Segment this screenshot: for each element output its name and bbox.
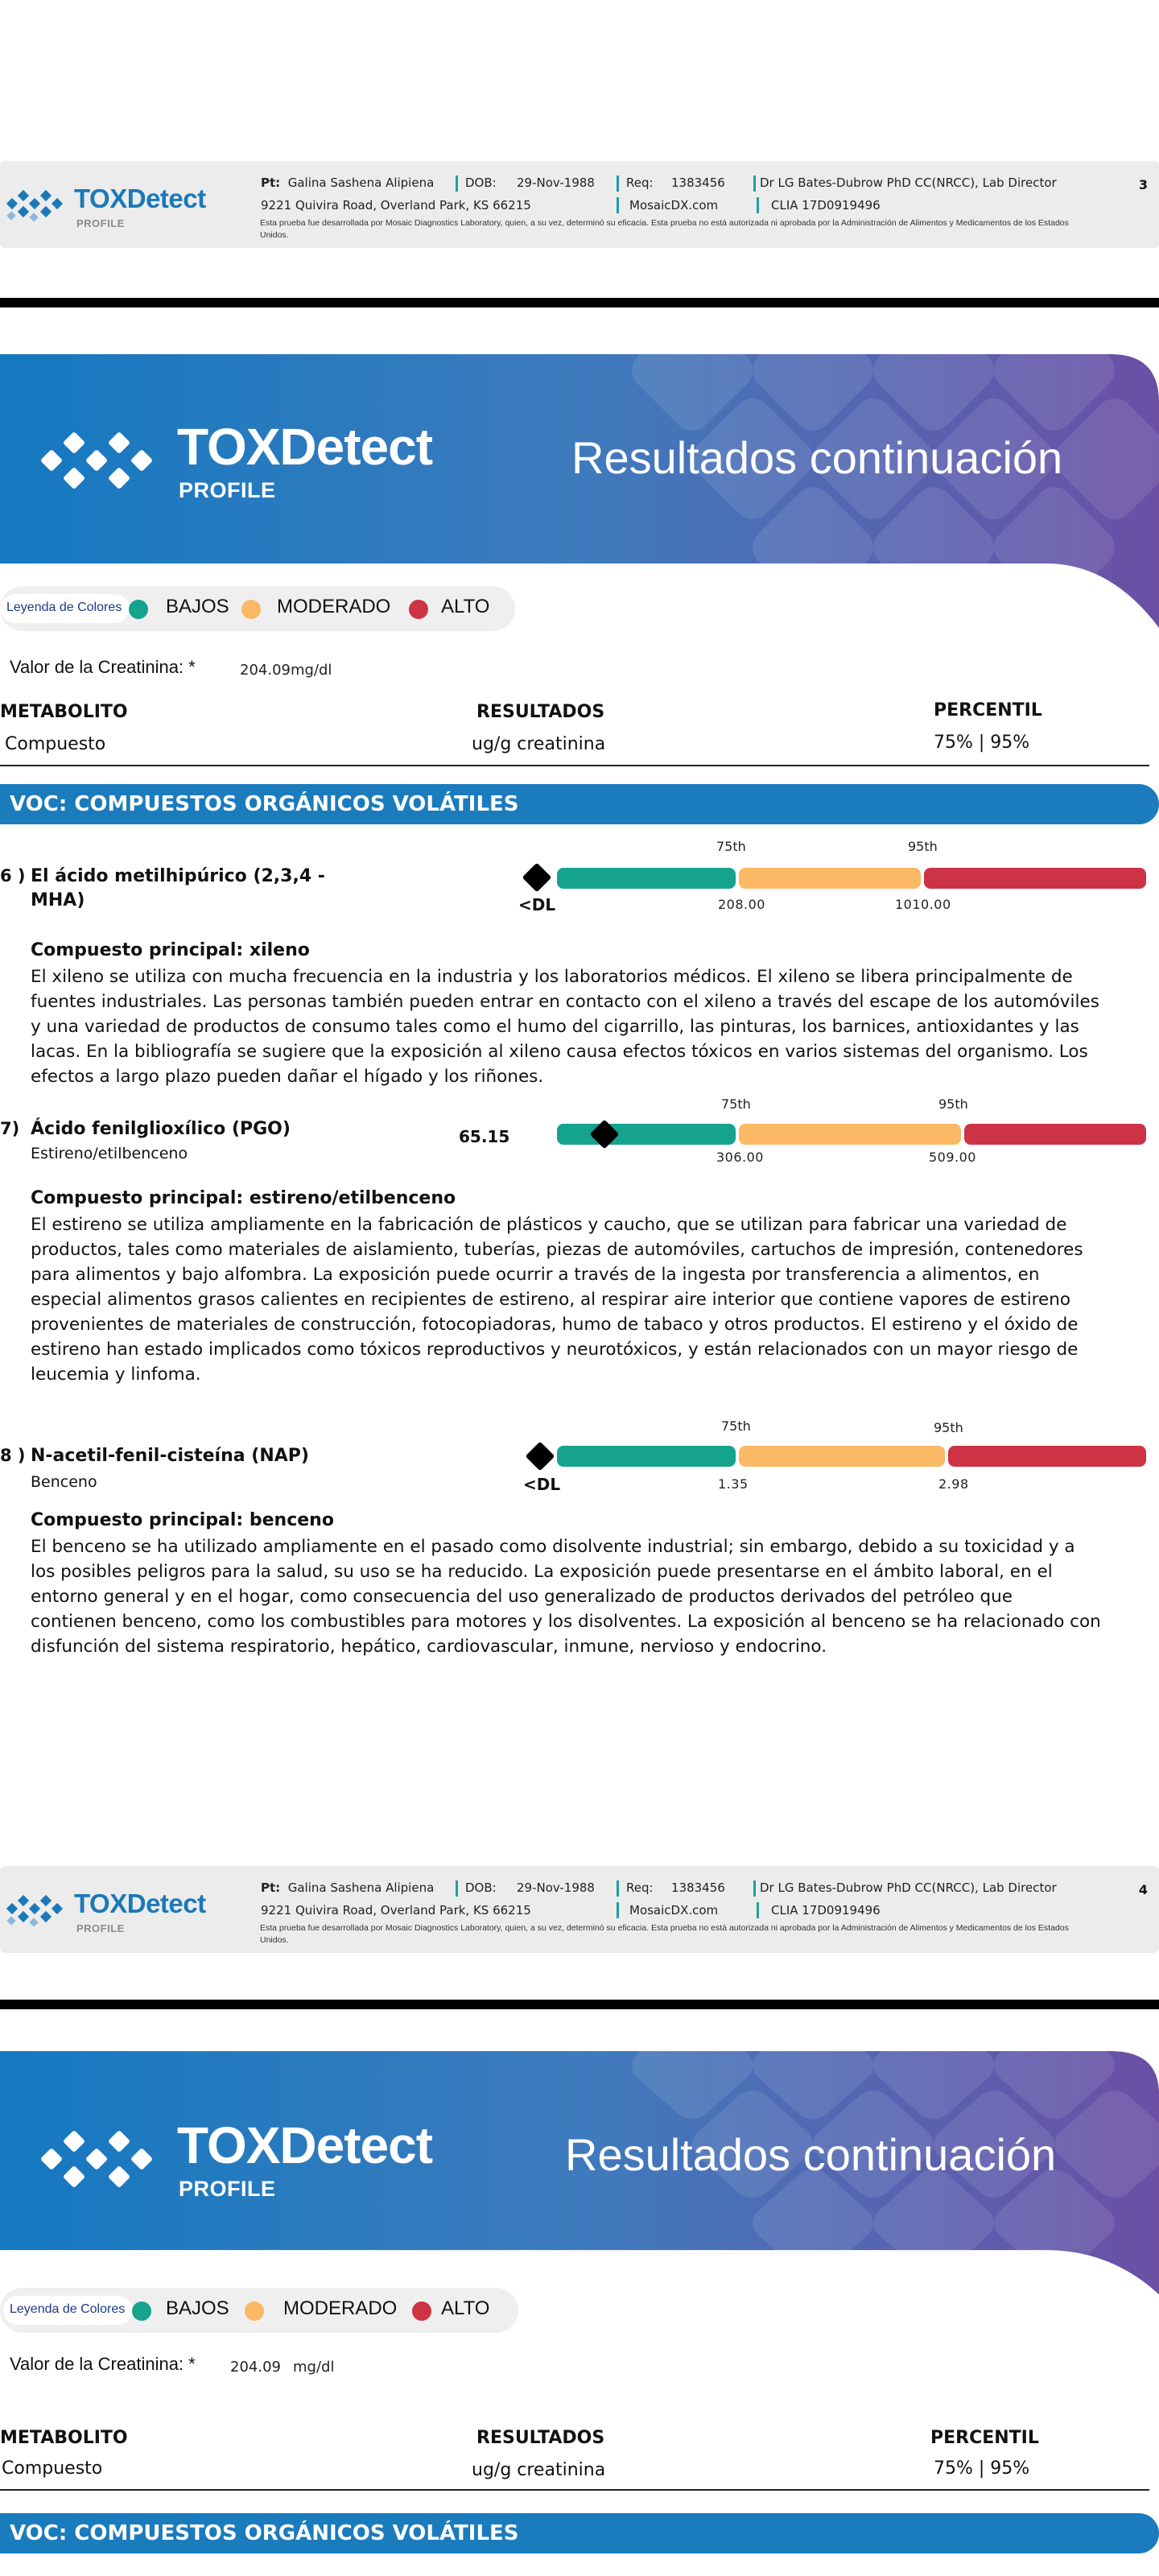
section-voc bbox=[0, 2513, 1159, 2553]
brand-name: TOXDetect bbox=[74, 1889, 206, 1918]
separator bbox=[456, 1880, 458, 1897]
p75-label: 75th bbox=[716, 839, 746, 854]
legend-high: ALTO bbox=[441, 596, 490, 617]
column-units: ug/g creatinina bbox=[472, 734, 606, 754]
column-percentile: PERCENTIL bbox=[930, 2428, 1039, 2448]
compound-description: El estireno se utiliza ampliamente en la fabricación de plásticos y caucho, que se utilizan para fabricar una variedad de productos, tales como materiales de aislamiento, tuberías, piezas de automóviles, cartuchos de impresión, contenedores para alimentos y bajo alfombra. La exposición puede ocurrir a través de la ingesta por transferencia a alimentos, en especial alimentos grasos calientes en recipientes de estireno, al respirar aire interior que contiene vapores de estireno provenientes de materiales de construcción, fotocopiadoras, humo de tabaco y otros productos. El estireno y el óxido de estireno han estado implicados como tóxicos reproductivos y neurotóxicos, y están relacionados con un mayor riesgo de leucemia y linfoma. bbox=[31, 1215, 1083, 1385]
result-value: <DL bbox=[518, 895, 556, 914]
req-label: Req: bbox=[626, 1880, 654, 1895]
column-percentile-values: 75% | 95% bbox=[934, 733, 1030, 753]
patient-label: Pt: bbox=[261, 175, 281, 190]
disclaimer-text: Esta prueba fue desarrollada por Mosaic Diagnostics Laboratory, quien, a su vez, determinó su eficacia. Esta prueba no está autorizada ni aprobada por la Administración de Alimentos y Medicamentos de los Estados Unidos. bbox=[260, 218, 1069, 240]
brand-subtitle: PROFILE bbox=[76, 217, 125, 229]
compound-description: El xileno se utiliza con mucha frecuencia en la industria y los laboratorios médicos. El xileno se libera principalmente de fuentes industriales. Las personas también pueden entrar en contacto con el xileno a través del escape de los automóviles y una variedad de productos de consumo tales como el humo del cigarrillo, las pinturas, los barnices, antioxidantes y las lacas. En la bibliografía se sugiere que la exposición al xileno causa efectos tóxicos en varios sistemas del organismo. Los efectos a largo plazo pueden dañar el hígado y los riñones. bbox=[31, 967, 1099, 1087]
dob-value: 29-Nov-1988 bbox=[517, 175, 595, 190]
page-footer bbox=[0, 161, 1159, 248]
result-marker bbox=[522, 863, 552, 893]
legend-label: Leyenda de Colores bbox=[3, 2296, 133, 2325]
legend-dot-low bbox=[132, 2301, 151, 2321]
brand-name: TOXDetect bbox=[74, 184, 206, 213]
metabolite-parent: Benceno bbox=[31, 1473, 97, 1491]
page-number: 3 bbox=[1138, 177, 1148, 192]
legend-dot-moderate bbox=[245, 2301, 264, 2321]
column-units: ug/g creatinina bbox=[472, 2460, 606, 2480]
metabolite-name: N-acetil-fenil-cisteína (NAP) bbox=[31, 1446, 309, 1466]
patient-name: Galina Sashena Alipiena bbox=[287, 1880, 435, 1895]
separator bbox=[456, 175, 458, 192]
p75-value: 1.35 bbox=[718, 1476, 749, 1492]
separator bbox=[753, 175, 756, 192]
legend-dot-moderate bbox=[241, 600, 261, 619]
separator bbox=[617, 197, 619, 213]
column-results: RESULTADOS bbox=[476, 2428, 605, 2448]
column-percentile-values: 75% | 95% bbox=[934, 2458, 1030, 2479]
metabolite-number: 6 ) bbox=[0, 866, 26, 886]
compound-heading: Compuesto principal: benceno bbox=[31, 1510, 334, 1530]
patient-label: Pt: bbox=[261, 1880, 281, 1895]
banner-brand bbox=[35, 417, 454, 506]
range-low-segment bbox=[557, 1124, 736, 1145]
metabolite-number: 8 ) bbox=[0, 1446, 26, 1465]
range-low-segment bbox=[557, 1446, 736, 1467]
result-value: 65.15 bbox=[459, 1127, 510, 1146]
result-marker bbox=[526, 1442, 555, 1472]
banner-title: Resultados continuación bbox=[565, 2129, 1057, 2180]
brand-subtitle: PROFILE bbox=[179, 478, 276, 502]
p95-label: 95th bbox=[908, 839, 938, 854]
p75-label: 75th bbox=[721, 1418, 751, 1434]
p95-value: 2.98 bbox=[938, 1476, 969, 1492]
clia-number: CLIA 17D0919496 bbox=[771, 198, 881, 213]
page-divider bbox=[0, 298, 1159, 308]
lab-address: 9221 Quivira Road, Overland Park, KS 66215 bbox=[261, 198, 531, 213]
page-number: 4 bbox=[1138, 1882, 1148, 1897]
column-metabolite: METABOLITO bbox=[0, 2428, 128, 2448]
creatinine-label: Valor de la Creatinina: * bbox=[10, 657, 196, 677]
clia-number: CLIA 17D0919496 bbox=[771, 1903, 881, 1918]
dob-value: 29-Nov-1988 bbox=[517, 1880, 595, 1895]
compound-heading: Compuesto principal: estireno/etilbenceno bbox=[31, 1188, 456, 1208]
patient-name: Galina Sashena Alipiena bbox=[287, 175, 435, 190]
banner-brand bbox=[35, 2116, 454, 2204]
p95-label: 95th bbox=[938, 1096, 968, 1112]
creatinine-value: 204.09 bbox=[230, 2359, 281, 2376]
brand-name: TOXDetect bbox=[177, 418, 433, 476]
creatinine-label: Valor de la Creatinina: * bbox=[10, 2354, 196, 2374]
header-rule bbox=[0, 765, 1149, 766]
range-high-segment bbox=[948, 1446, 1146, 1467]
req-value: 1383456 bbox=[671, 175, 725, 190]
column-percentile: PERCENTIL bbox=[934, 700, 1042, 720]
req-value: 1383456 bbox=[671, 1880, 725, 1895]
separator bbox=[617, 1880, 619, 1897]
creatinine-value: 204.09mg/dl bbox=[240, 662, 332, 679]
color-legend bbox=[0, 2288, 518, 2333]
legend-dot-high bbox=[409, 600, 428, 619]
dob-label: DOB: bbox=[465, 1880, 497, 1895]
legend-low: BAJOS bbox=[166, 2297, 229, 2319]
column-metabolite: METABOLITO bbox=[0, 702, 128, 722]
column-compound: Compuesto bbox=[2, 2458, 103, 2479]
range-moderate-segment bbox=[739, 1446, 945, 1467]
diamond-cluster-icon bbox=[35, 2122, 164, 2196]
diamond-cluster-icon bbox=[35, 423, 164, 497]
range-high-segment bbox=[964, 1124, 1146, 1145]
brand-name: TOXDetect bbox=[177, 2116, 433, 2174]
p95-value: 509.00 bbox=[929, 1150, 976, 1165]
header-rule bbox=[0, 2489, 1149, 2491]
website-link[interactable]: MosaicDX.com bbox=[629, 1903, 719, 1918]
diamond-cluster-icon bbox=[3, 187, 68, 225]
metabolite-parent: Estireno/etilbenceno bbox=[31, 1145, 188, 1162]
compound-description: El benceno se ha utilizado ampliamente en el pasado como disolvente industrial; sin embargo, debido a su toxicidad y a los posibles peligros para la salud, su uso se ha reducido. La exposición puede presentarse en el ámbito laboral, en el entorno general y en el hogar, como consecuencia del uso generalizado de productos derivados del petróleo que contienen benceno, como los combustibles para motores y los disolventes. La exposición al benceno se ha relacionado con disfunción del sistema respiratorio, hepático, cardiovascular, inmune, nervioso y endocrino. bbox=[31, 1537, 1101, 1657]
legend-dot-low bbox=[129, 600, 148, 619]
page-divider bbox=[0, 2000, 1159, 2009]
results-banner bbox=[0, 2051, 1159, 2309]
separator bbox=[753, 1880, 756, 1897]
result-value: <DL bbox=[523, 1475, 561, 1494]
metabolite-name: El ácido metilhipúrico (2,3,4 -MHA) bbox=[31, 866, 325, 910]
color-legend bbox=[0, 586, 515, 631]
lab-address: 9221 Quivira Road, Overland Park, KS 66215 bbox=[261, 1903, 531, 1918]
p75-label: 75th bbox=[721, 1096, 751, 1112]
range-high-segment bbox=[924, 868, 1146, 889]
separator bbox=[757, 197, 759, 213]
section-title: VOC: COMPUESTOS ORGÁNICOS VOLÁTILES bbox=[10, 2521, 519, 2545]
legend-dot-high bbox=[412, 2301, 431, 2321]
legend-moderate: MODERADO bbox=[283, 2297, 398, 2319]
toxdetect-logo bbox=[3, 182, 221, 230]
p95-label: 95th bbox=[934, 1420, 963, 1435]
website-link[interactable]: MosaicDX.com bbox=[629, 198, 719, 213]
lab-director: Dr LG Bates-Dubrow PhD CC(NRCC), Lab Director bbox=[760, 175, 1057, 190]
legend-low: BAJOS bbox=[166, 596, 229, 617]
dob-label: DOB: bbox=[465, 175, 497, 190]
range-moderate-segment bbox=[739, 1124, 961, 1145]
creatinine-unit: mg/dl bbox=[293, 2359, 335, 2376]
column-compound: Compuesto bbox=[5, 734, 106, 754]
toxdetect-logo bbox=[3, 1887, 221, 1935]
section-voc bbox=[0, 784, 1159, 824]
brand-subtitle: PROFILE bbox=[76, 1922, 125, 1934]
page-footer bbox=[0, 1866, 1159, 1953]
brand-subtitle: PROFILE bbox=[179, 2177, 276, 2201]
lab-director: Dr LG Bates-Dubrow PhD CC(NRCC), Lab Director bbox=[760, 1880, 1057, 1895]
section-title: VOC: COMPUESTOS ORGÁNICOS VOLÁTILES bbox=[10, 792, 519, 816]
separator bbox=[757, 1902, 759, 1918]
p95-value: 1010.00 bbox=[895, 897, 951, 912]
legend-label: Leyenda de Colores bbox=[0, 594, 130, 623]
disclaimer-text: Esta prueba fue desarrollada por Mosaic Diagnostics Laboratory, quien, a su vez, determinó su eficacia. Esta prueba no está autorizada ni aprobada por la Administración de Alimentos y Medicamentos de los Estados Unidos. bbox=[260, 1923, 1069, 1945]
separator bbox=[617, 175, 619, 192]
banner-title: Resultados continuación bbox=[571, 432, 1063, 483]
p75-value: 306.00 bbox=[716, 1150, 764, 1165]
req-label: Req: bbox=[626, 175, 654, 190]
legend-high: ALTO bbox=[441, 2297, 490, 2319]
legend-moderate: MODERADO bbox=[277, 596, 391, 617]
range-moderate-segment bbox=[739, 868, 921, 889]
range-low-segment bbox=[557, 868, 736, 889]
compound-heading: Compuesto principal: xileno bbox=[31, 940, 310, 960]
p75-value: 208.00 bbox=[718, 897, 765, 912]
metabolite-number: 7) bbox=[0, 1119, 20, 1138]
column-results: RESULTADOS bbox=[476, 702, 605, 722]
diamond-cluster-icon bbox=[3, 1892, 68, 1930]
metabolite-name: Ácido fenilglioxílico (PGO) bbox=[31, 1119, 291, 1139]
separator bbox=[617, 1902, 619, 1918]
